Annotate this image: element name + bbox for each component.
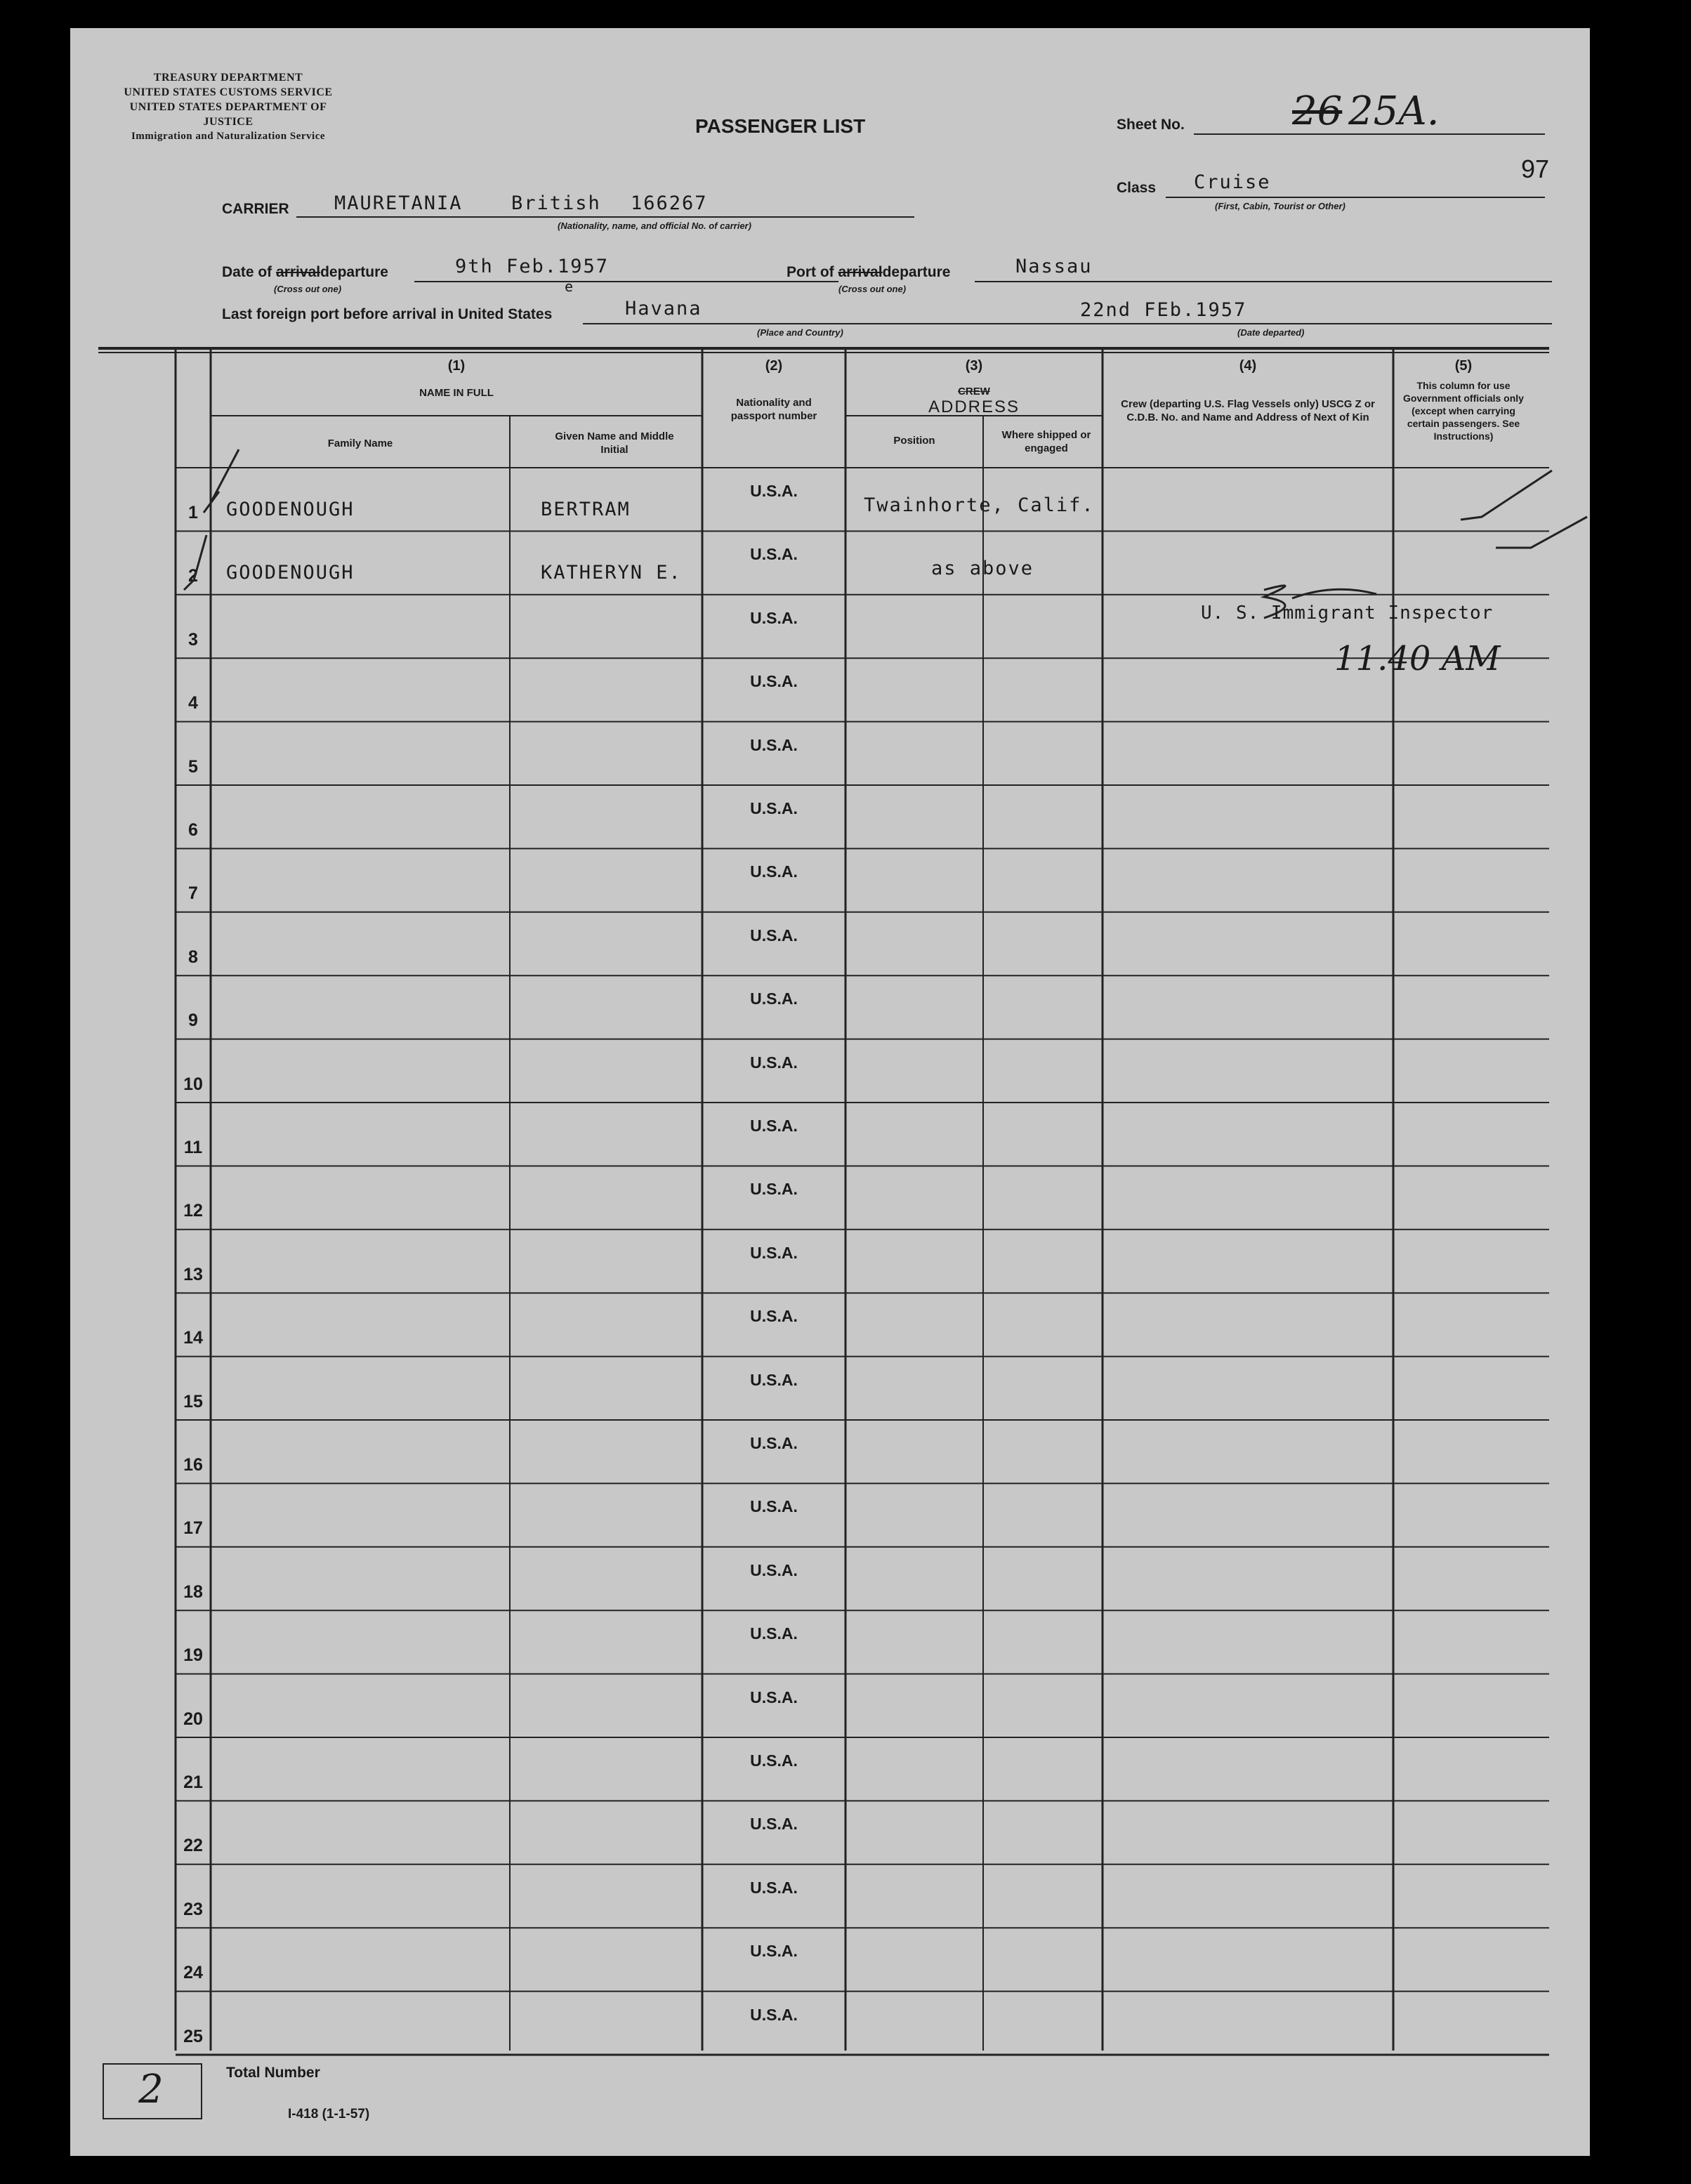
page-title: PASSENGER LIST <box>695 115 866 137</box>
row-number: 17 <box>183 1518 203 1539</box>
passenger-list-page <box>70 28 1590 2156</box>
port-label-struck: arrival <box>838 264 883 280</box>
col3-number: (3) <box>965 358 983 374</box>
inspector-label: U. S. Immigrant Inspector <box>1201 603 1494 624</box>
nationality-cell: U.S.A. <box>750 862 798 881</box>
nationality-cell: U.S.A. <box>750 1815 798 1834</box>
col1-number: (1) <box>447 358 466 374</box>
nationality-cell: U.S.A. <box>750 1942 798 1961</box>
agency-line: Immigration and Naturalization Service <box>131 131 326 142</box>
col4-number: (4) <box>1239 358 1257 374</box>
row-number: 13 <box>183 1264 203 1284</box>
date-cross-note: (Cross out one) <box>274 284 342 294</box>
nationality-cell: U.S.A. <box>750 608 798 627</box>
row-number: 19 <box>183 1645 203 1666</box>
col1-given-header: Given Name and Middle Initial <box>555 430 674 456</box>
nationality-cell: U.S.A. <box>750 1243 798 1262</box>
last-port-label: Last foreign port before arrival in United States <box>222 306 553 322</box>
port-label-pre: Port of <box>787 264 834 280</box>
row-number: 6 <box>188 820 198 840</box>
row-number: 18 <box>183 1581 203 1602</box>
date-value: 9th Feb.1957 <box>455 256 610 277</box>
page-number: 97 <box>1521 154 1550 183</box>
col3-struck-title: CREW <box>958 386 990 397</box>
nationality-cell: U.S.A. <box>750 1370 798 1389</box>
row-number: 10 <box>183 1074 203 1094</box>
last-port-date-note: (Date departed) <box>1237 327 1305 338</box>
table-grid <box>70 28 1590 2156</box>
row-number: 5 <box>188 756 198 777</box>
nationality-cell: U.S.A. <box>750 672 798 691</box>
class-note: (First, Cabin, Tourist or Other) <box>1215 201 1345 211</box>
row-number: 24 <box>183 1963 203 1983</box>
nationality-cell: U.S.A. <box>750 482 798 500</box>
col2-title: Nationality and passport number <box>730 397 817 422</box>
date-label-post: departure <box>320 264 388 280</box>
row-number: 8 <box>188 947 198 967</box>
nationality-cell: U.S.A. <box>750 989 798 1008</box>
carrier-label: CARRIER <box>222 201 289 217</box>
inspector-time: 11.40 AM <box>1334 639 1501 678</box>
form-number: I-418 (1-1-57) <box>288 2107 370 2121</box>
nationality-cell: U.S.A. <box>750 1053 798 1072</box>
family-name-cell: GOODENOUGH <box>226 562 355 584</box>
row-number: 11 <box>183 1138 203 1157</box>
sheet-label: Sheet No. <box>1117 117 1185 133</box>
port-value: Nassau <box>1015 256 1093 277</box>
col5-number: (5) <box>1454 358 1473 374</box>
row-number: 21 <box>183 1772 203 1792</box>
class-label: Class <box>1117 180 1157 196</box>
nationality-cell: U.S.A. <box>750 926 798 945</box>
row-number: 23 <box>183 1899 203 1919</box>
row-number: 15 <box>183 1391 203 1412</box>
carrier-number: 166267 <box>631 192 708 214</box>
nationality-cell: U.S.A. <box>750 1624 798 1643</box>
row-number: 12 <box>183 1201 203 1221</box>
total-label: Total Number <box>226 2065 320 2081</box>
sheet-value: 25A. <box>1348 88 1440 134</box>
col5-title: This column for use Government officials only (except when carrying certain passengers. See Instructions) <box>1403 380 1524 442</box>
col2-number: (2) <box>765 358 783 374</box>
agency-line: UNITED STATES CUSTOMS SERVICE <box>124 86 333 98</box>
nationality-cell: U.S.A. <box>750 1307 798 1326</box>
sheet-struck-value: 26 <box>1292 88 1343 134</box>
given-name-cell: KATHERYN E. <box>541 562 682 584</box>
nationality-cell: U.S.A. <box>750 1560 798 1579</box>
last-port-date: 22nd FEb.1957 <box>1080 299 1247 321</box>
row-number: 9 <box>188 1011 198 1031</box>
col3-shipped-header: Where shipped or engaged <box>1001 429 1091 454</box>
nationality-cell: U.S.A. <box>750 1497 798 1516</box>
row-number: 22 <box>183 1836 203 1856</box>
last-port-value: Havana <box>625 298 702 320</box>
port-cross-note: (Cross out one) <box>838 284 907 294</box>
nationality-cell: U.S.A. <box>750 1878 798 1897</box>
agency-line: TREASURY DEPARTMENT <box>153 72 303 84</box>
class-value: Cruise <box>1194 171 1271 193</box>
row-number: 1 <box>188 503 198 522</box>
date-value-mark: e <box>565 278 574 295</box>
nationality-cell: U.S.A. <box>750 1688 798 1706</box>
date-label-pre: Date of <box>222 264 272 280</box>
nationality-cell: U.S.A. <box>750 1180 798 1199</box>
address-cell: Twainhorte, Calif. <box>864 494 1095 516</box>
row-number: 2 <box>188 566 198 586</box>
row-number: 20 <box>183 1709 203 1729</box>
nationality-cell: U.S.A. <box>750 799 798 817</box>
port-label-post: departure <box>882 264 951 280</box>
col4-title: Crew (departing U.S. Flag Vessels only) USCG Z or C.D.B. No. and Name and Address of Next of Kin <box>1121 398 1375 423</box>
col1-family-header: Family Name <box>327 438 393 449</box>
carrier-nationality: British <box>511 192 601 214</box>
agency-line: UNITED STATES DEPARTMENT OF JUSTICE <box>129 101 327 128</box>
address-cell: as above <box>931 558 1034 580</box>
col1-title: NAME IN FULL <box>419 387 494 399</box>
col3-position-header: Position <box>893 435 935 447</box>
row-number: 4 <box>188 693 198 713</box>
date-label-struck: arrival <box>276 264 321 280</box>
nationality-cell: U.S.A. <box>750 1117 798 1135</box>
row-number: 14 <box>183 1328 203 1348</box>
col3-title: ADDRESS <box>928 397 1020 416</box>
total-value: 2 <box>138 2067 164 2112</box>
nationality-cell: U.S.A. <box>750 545 798 564</box>
nationality-cell: U.S.A. <box>750 1434 798 1452</box>
row-number: 7 <box>188 883 198 904</box>
carrier-name: MAURETANIA <box>334 192 463 214</box>
carrier-note: (Nationality, name, and official No. of carrier) <box>558 221 751 231</box>
row-number: 16 <box>183 1455 203 1475</box>
given-name-cell: BERTRAM <box>541 499 631 520</box>
nationality-cell: U.S.A. <box>750 735 798 754</box>
last-port-note: (Place and Country) <box>757 327 843 338</box>
row-number: 25 <box>183 2026 203 2046</box>
nationality-cell: U.S.A. <box>750 2005 798 2024</box>
family-name-cell: GOODENOUGH <box>226 499 355 520</box>
row-number: 3 <box>188 629 198 650</box>
nationality-cell: U.S.A. <box>750 1751 798 1770</box>
